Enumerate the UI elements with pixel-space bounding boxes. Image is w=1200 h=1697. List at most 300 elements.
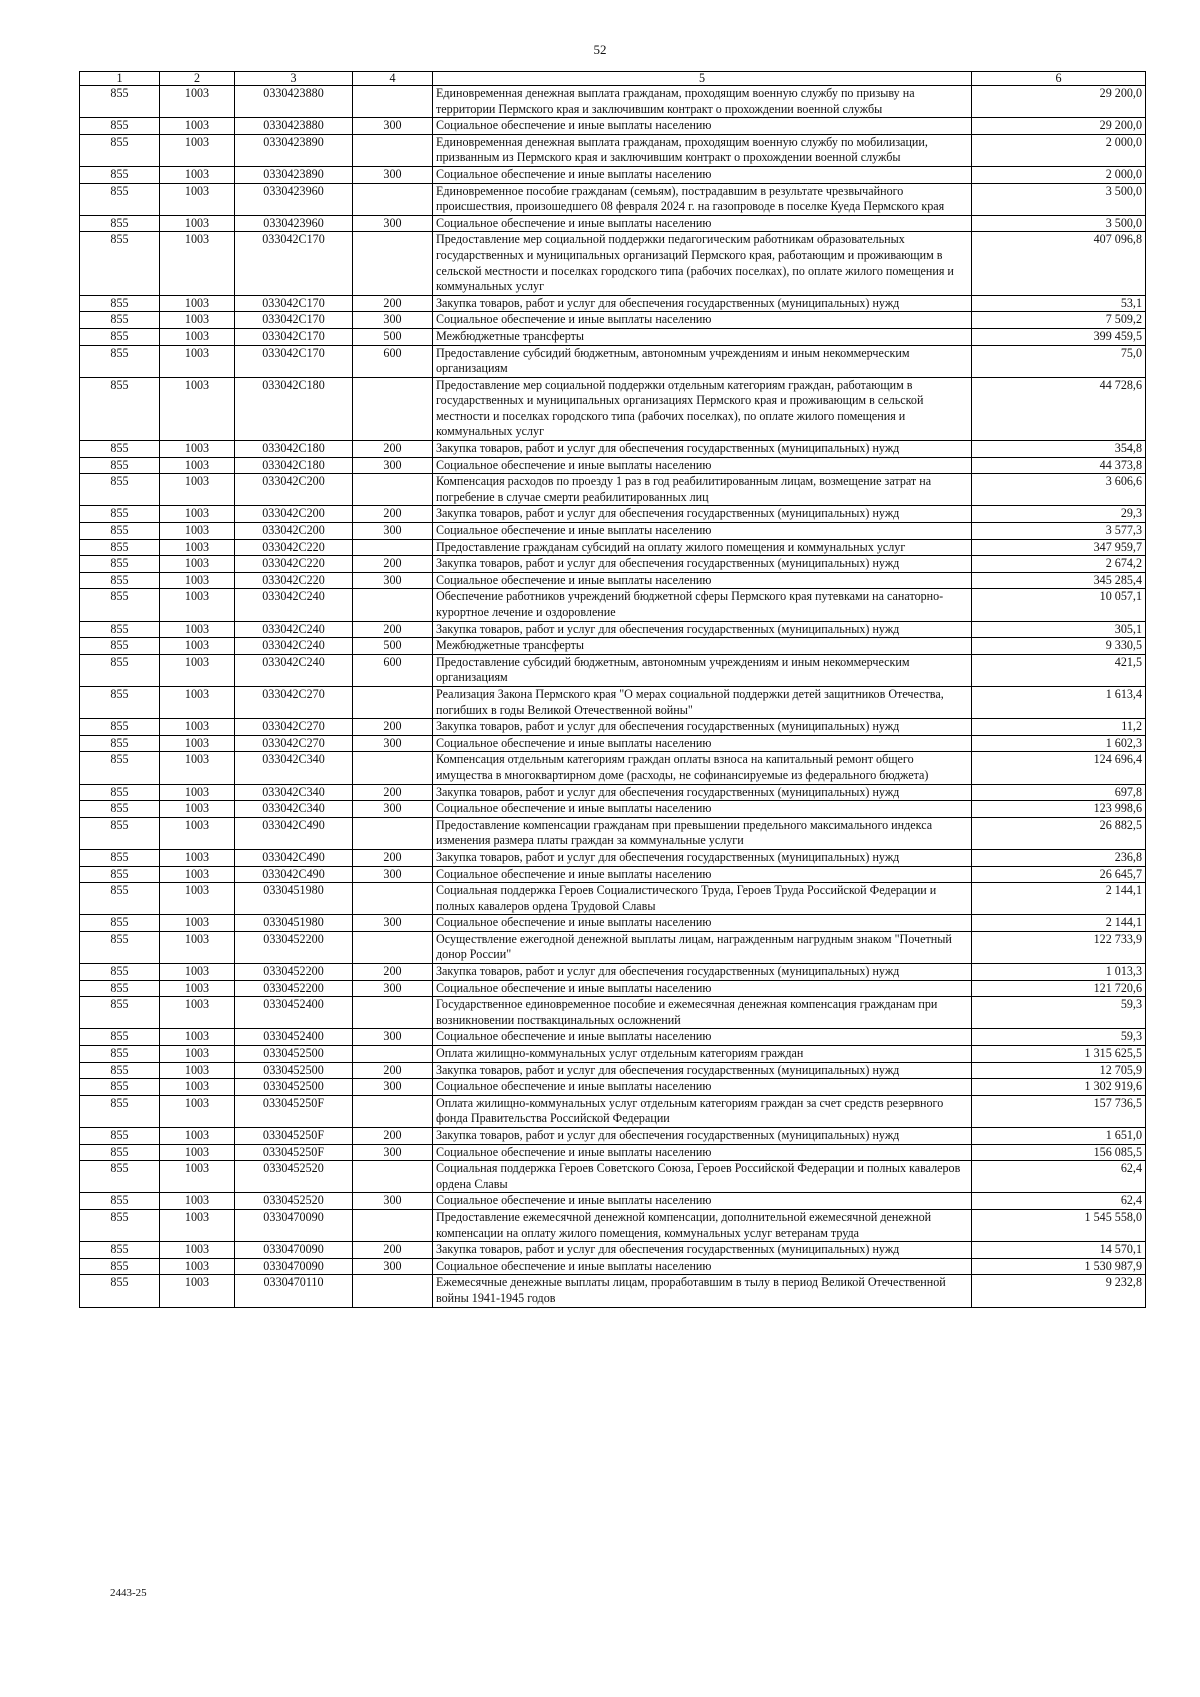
cell-section-code: 1003 xyxy=(160,980,235,997)
cell-section-code: 1003 xyxy=(160,686,235,718)
cell-amount: 2 144,1 xyxy=(972,915,1146,932)
table-row xyxy=(80,784,1146,801)
cell-target-code: 0330423960 xyxy=(235,183,353,215)
cell-target-code: 033045250F xyxy=(235,1144,353,1161)
cell-admin-code: 855 xyxy=(80,134,160,166)
cell-section-code: 1003 xyxy=(160,232,235,295)
cell-section-code: 1003 xyxy=(160,441,235,458)
cell-expense-type: 200 xyxy=(353,1242,433,1259)
cell-amount: 62,4 xyxy=(972,1193,1146,1210)
cell-description: Предоставление субсидий бюджетным, автономным учреждениям и иным некоммерческим организациям xyxy=(433,654,972,686)
cell-target-code: 033042С180 xyxy=(235,441,353,458)
table-row xyxy=(80,883,1146,915)
cell-expense-type xyxy=(353,752,433,784)
cell-target-code: 0330470110 xyxy=(235,1275,353,1307)
cell-section-code: 1003 xyxy=(160,457,235,474)
cell-section-code: 1003 xyxy=(160,312,235,329)
table-row xyxy=(80,441,1146,458)
cell-target-code: 033042С270 xyxy=(235,719,353,736)
cell-description: Закупка товаров, работ и услуг для обеспечения государственных (муниципальных) нужд xyxy=(433,1128,972,1145)
cell-section-code: 1003 xyxy=(160,86,235,118)
cell-expense-type: 500 xyxy=(353,328,433,345)
cell-expense-type: 200 xyxy=(353,556,433,573)
table-row xyxy=(80,166,1146,183)
cell-admin-code: 855 xyxy=(80,506,160,523)
cell-amount: 10 057,1 xyxy=(972,589,1146,621)
cell-expense-type: 300 xyxy=(353,735,433,752)
cell-admin-code: 855 xyxy=(80,183,160,215)
cell-amount: 14 570,1 xyxy=(972,1242,1146,1259)
cell-amount: 44 728,6 xyxy=(972,377,1146,440)
cell-amount: 12 705,9 xyxy=(972,1062,1146,1079)
cell-description: Социальная поддержка Героев Советского Союза, Героев Российской Федерации и полных кавалеров ордена Славы xyxy=(433,1161,972,1193)
cell-section-code: 1003 xyxy=(160,183,235,215)
table-row xyxy=(80,118,1146,135)
cell-target-code: 033042С200 xyxy=(235,523,353,540)
cell-description: Закупка товаров, работ и услуг для обеспечения государственных (муниципальных) нужд xyxy=(433,1242,972,1259)
table-row xyxy=(80,735,1146,752)
cell-description: Реализация Закона Пермского края "О мерах социальной поддержки детей защитников Отечества, погибших в годы Великой Отечественной войны" xyxy=(433,686,972,718)
cell-expense-type xyxy=(353,1275,433,1307)
cell-amount: 59,3 xyxy=(972,1029,1146,1046)
cell-section-code: 1003 xyxy=(160,1128,235,1145)
cell-section-code: 1003 xyxy=(160,1275,235,1307)
cell-description: Единовременное пособие гражданам (семьям), пострадавшим в результате чрезвычайного происшествия, произошедшего 08 февраля 2024 г. на газопроводе в поселке Куеда Пермского края xyxy=(433,183,972,215)
cell-section-code: 1003 xyxy=(160,801,235,818)
cell-expense-type: 300 xyxy=(353,866,433,883)
cell-target-code: 033042С200 xyxy=(235,506,353,523)
cell-expense-type: 200 xyxy=(353,964,433,981)
table-row xyxy=(80,232,1146,295)
cell-expense-type: 200 xyxy=(353,621,433,638)
table-row xyxy=(80,931,1146,963)
cell-section-code: 1003 xyxy=(160,719,235,736)
cell-section-code: 1003 xyxy=(160,1079,235,1096)
cell-expense-type xyxy=(353,1095,433,1127)
cell-expense-type xyxy=(353,377,433,440)
table-row xyxy=(80,1144,1146,1161)
table-row xyxy=(80,556,1146,573)
table-row xyxy=(80,638,1146,655)
cell-admin-code: 855 xyxy=(80,1095,160,1127)
cell-description: Социальное обеспечение и иные выплаты населению xyxy=(433,312,972,329)
cell-amount: 2 144,1 xyxy=(972,883,1146,915)
cell-admin-code: 855 xyxy=(80,1275,160,1307)
cell-expense-type: 300 xyxy=(353,801,433,818)
cell-target-code: 0330423960 xyxy=(235,215,353,232)
cell-description: Предоставление субсидий бюджетным, автономным учреждениям и иным некоммерческим организациям xyxy=(433,345,972,377)
cell-amount: 1 545 558,0 xyxy=(972,1209,1146,1241)
table-row xyxy=(80,1209,1146,1241)
cell-admin-code: 855 xyxy=(80,915,160,932)
cell-section-code: 1003 xyxy=(160,638,235,655)
cell-description: Осуществление ежегодной денежной выплаты лицам, награжденным нагрудным знаком "Почетный донор России" xyxy=(433,931,972,963)
cell-target-code: 033042С340 xyxy=(235,801,353,818)
cell-admin-code: 855 xyxy=(80,621,160,638)
cell-target-code: 033042С340 xyxy=(235,752,353,784)
cell-section-code: 1003 xyxy=(160,328,235,345)
cell-target-code: 033042С170 xyxy=(235,328,353,345)
cell-section-code: 1003 xyxy=(160,964,235,981)
cell-section-code: 1003 xyxy=(160,539,235,556)
cell-target-code: 0330452500 xyxy=(235,1079,353,1096)
cell-amount: 3 606,6 xyxy=(972,474,1146,506)
cell-amount: 1 651,0 xyxy=(972,1128,1146,1145)
cell-expense-type xyxy=(353,883,433,915)
cell-amount: 29 200,0 xyxy=(972,118,1146,135)
cell-section-code: 1003 xyxy=(160,866,235,883)
cell-amount: 26 882,5 xyxy=(972,817,1146,849)
cell-description: Предоставление ежемесячной денежной компенсации, дополнительной ежемесячной денежной компенсации на оплату жилого помещения, коммунальных услуг ветеранам труда xyxy=(433,1209,972,1241)
cell-target-code: 033042С180 xyxy=(235,377,353,440)
cell-amount: 1 613,4 xyxy=(972,686,1146,718)
cell-description: Предоставление компенсации гражданам при превышении предельного максимального индекса изменения размера платы граждан за коммунальные услуги xyxy=(433,817,972,849)
cell-description: Межбюджетные трансферты xyxy=(433,328,972,345)
cell-section-code: 1003 xyxy=(160,1242,235,1259)
table-row xyxy=(80,654,1146,686)
cell-description: Закупка товаров, работ и услуг для обеспечения государственных (муниципальных) нужд xyxy=(433,621,972,638)
cell-description: Закупка товаров, работ и услуг для обеспечения государственных (муниципальных) нужд xyxy=(433,295,972,312)
cell-description: Оплата жилищно-коммунальных услуг отдельным категориям граждан за счет средств резервного фонда Правительства Российской Федерации xyxy=(433,1095,972,1127)
cell-section-code: 1003 xyxy=(160,166,235,183)
cell-description: Единовременная денежная выплата гражданам, проходящим военную службу по мобилизации, призванным из Пермского края и заключившим контракт о прохождении военной службы xyxy=(433,134,972,166)
table-row xyxy=(80,539,1146,556)
cell-expense-type: 300 xyxy=(353,572,433,589)
table-row xyxy=(80,849,1146,866)
cell-description: Предоставление мер социальной поддержки отдельным категориям граждан, работающим в государственных и муниципальных организациях Пермского края и проживающим в сельской местности и поселках городского типа (рабочих поселках), по оплате жилого помещения и коммунальных услуг xyxy=(433,377,972,440)
cell-admin-code: 855 xyxy=(80,1128,160,1145)
cell-expense-type xyxy=(353,817,433,849)
table-row xyxy=(80,1258,1146,1275)
table-row xyxy=(80,1079,1146,1096)
cell-section-code: 1003 xyxy=(160,1161,235,1193)
cell-section-code: 1003 xyxy=(160,118,235,135)
cell-section-code: 1003 xyxy=(160,883,235,915)
cell-admin-code: 855 xyxy=(80,295,160,312)
header-col-6: 6 xyxy=(972,72,1146,86)
cell-description: Социальное обеспечение и иные выплаты населению xyxy=(433,1193,972,1210)
cell-expense-type: 200 xyxy=(353,1062,433,1079)
cell-amount: 3 500,0 xyxy=(972,183,1146,215)
cell-admin-code: 855 xyxy=(80,1242,160,1259)
cell-admin-code: 855 xyxy=(80,1079,160,1096)
cell-section-code: 1003 xyxy=(160,915,235,932)
cell-expense-type xyxy=(353,474,433,506)
cell-target-code: 033042С170 xyxy=(235,312,353,329)
cell-expense-type xyxy=(353,86,433,118)
cell-target-code: 0330452200 xyxy=(235,980,353,997)
table-row xyxy=(80,572,1146,589)
cell-expense-type: 200 xyxy=(353,1128,433,1145)
table-row xyxy=(80,964,1146,981)
cell-amount: 11,2 xyxy=(972,719,1146,736)
cell-amount: 305,1 xyxy=(972,621,1146,638)
cell-expense-type: 300 xyxy=(353,915,433,932)
cell-admin-code: 855 xyxy=(80,166,160,183)
table-row xyxy=(80,1062,1146,1079)
cell-description: Закупка товаров, работ и услуг для обеспечения государственных (муниципальных) нужд xyxy=(433,784,972,801)
cell-description: Социальное обеспечение и иные выплаты населению xyxy=(433,215,972,232)
cell-admin-code: 855 xyxy=(80,345,160,377)
cell-description: Социальное обеспечение и иные выплаты населению xyxy=(433,166,972,183)
cell-amount: 236,8 xyxy=(972,849,1146,866)
table-row xyxy=(80,752,1146,784)
header-col-2: 2 xyxy=(160,72,235,86)
cell-section-code: 1003 xyxy=(160,735,235,752)
table-row xyxy=(80,589,1146,621)
cell-section-code: 1003 xyxy=(160,849,235,866)
cell-description: Социальное обеспечение и иные выплаты населению xyxy=(433,1144,972,1161)
cell-description: Закупка товаров, работ и услуг для обеспечения государственных (муниципальных) нужд xyxy=(433,849,972,866)
cell-target-code: 0330451980 xyxy=(235,883,353,915)
cell-admin-code: 855 xyxy=(80,654,160,686)
cell-amount: 59,3 xyxy=(972,997,1146,1029)
table-row xyxy=(80,345,1146,377)
cell-admin-code: 855 xyxy=(80,801,160,818)
cell-amount: 7 509,2 xyxy=(972,312,1146,329)
cell-target-code: 0330423890 xyxy=(235,166,353,183)
budget-table xyxy=(79,71,1146,1308)
cell-amount: 53,1 xyxy=(972,295,1146,312)
table-row xyxy=(80,866,1146,883)
cell-section-code: 1003 xyxy=(160,1144,235,1161)
cell-target-code: 0330452500 xyxy=(235,1046,353,1063)
cell-description: Межбюджетные трансферты xyxy=(433,638,972,655)
cell-target-code: 033042С240 xyxy=(235,621,353,638)
cell-expense-type: 500 xyxy=(353,638,433,655)
cell-target-code: 033042С270 xyxy=(235,686,353,718)
cell-admin-code: 855 xyxy=(80,523,160,540)
cell-section-code: 1003 xyxy=(160,752,235,784)
cell-section-code: 1003 xyxy=(160,1062,235,1079)
cell-amount: 121 720,6 xyxy=(972,980,1146,997)
cell-description: Социальное обеспечение и иные выплаты населению xyxy=(433,1258,972,1275)
cell-target-code: 033042С490 xyxy=(235,866,353,883)
cell-expense-type xyxy=(353,1046,433,1063)
cell-expense-type xyxy=(353,1209,433,1241)
cell-section-code: 1003 xyxy=(160,1258,235,1275)
cell-admin-code: 855 xyxy=(80,719,160,736)
cell-target-code: 0330452200 xyxy=(235,964,353,981)
cell-section-code: 1003 xyxy=(160,134,235,166)
table-row xyxy=(80,1029,1146,1046)
cell-admin-code: 855 xyxy=(80,1209,160,1241)
cell-description: Закупка товаров, работ и услуг для обеспечения государственных (муниципальных) нужд xyxy=(433,1062,972,1079)
cell-description: Обеспечение работников учреждений бюджетной сферы Пермского края путевками на санаторно-курортное лечение и оздоровление xyxy=(433,589,972,621)
cell-expense-type xyxy=(353,539,433,556)
cell-expense-type: 200 xyxy=(353,719,433,736)
cell-target-code: 0330470090 xyxy=(235,1209,353,1241)
cell-section-code: 1003 xyxy=(160,556,235,573)
cell-amount: 2 000,0 xyxy=(972,166,1146,183)
cell-target-code: 0330452500 xyxy=(235,1062,353,1079)
table-row xyxy=(80,997,1146,1029)
cell-admin-code: 855 xyxy=(80,931,160,963)
cell-admin-code: 855 xyxy=(80,556,160,573)
cell-target-code: 033045250F xyxy=(235,1095,353,1127)
cell-expense-type: 300 xyxy=(353,118,433,135)
cell-admin-code: 855 xyxy=(80,1161,160,1193)
table-row xyxy=(80,1193,1146,1210)
cell-target-code: 033042С170 xyxy=(235,345,353,377)
cell-description: Закупка товаров, работ и услуг для обеспечения государственных (муниципальных) нужд xyxy=(433,441,972,458)
table-row xyxy=(80,86,1146,118)
page-number: 52 xyxy=(593,42,607,57)
cell-target-code: 0330423880 xyxy=(235,118,353,135)
cell-target-code: 0330452200 xyxy=(235,931,353,963)
header-col-1: 1 xyxy=(80,72,160,86)
cell-section-code: 1003 xyxy=(160,572,235,589)
cell-admin-code: 855 xyxy=(80,638,160,655)
table-row xyxy=(80,295,1146,312)
cell-description: Социальное обеспечение и иные выплаты населению xyxy=(433,801,972,818)
cell-amount: 124 696,4 xyxy=(972,752,1146,784)
cell-admin-code: 855 xyxy=(80,964,160,981)
cell-amount: 399 459,5 xyxy=(972,328,1146,345)
table-row xyxy=(80,1046,1146,1063)
cell-amount: 347 959,7 xyxy=(972,539,1146,556)
cell-description: Социальная поддержка Героев Социалистического Труда, Героев Труда Российской Федерации и полных кавалеров ордена Трудовой Славы xyxy=(433,883,972,915)
cell-description: Оплата жилищно-коммунальных услуг отдельным категориям граждан xyxy=(433,1046,972,1063)
cell-expense-type xyxy=(353,134,433,166)
cell-expense-type xyxy=(353,686,433,718)
cell-section-code: 1003 xyxy=(160,654,235,686)
cell-section-code: 1003 xyxy=(160,377,235,440)
cell-amount: 122 733,9 xyxy=(972,931,1146,963)
cell-admin-code: 855 xyxy=(80,1046,160,1063)
cell-target-code: 033042С200 xyxy=(235,474,353,506)
table-row xyxy=(80,134,1146,166)
cell-admin-code: 855 xyxy=(80,215,160,232)
header-col-3: 3 xyxy=(235,72,353,86)
cell-admin-code: 855 xyxy=(80,377,160,440)
cell-description: Социальное обеспечение и иные выплаты населению xyxy=(433,1079,972,1096)
cell-section-code: 1003 xyxy=(160,621,235,638)
cell-admin-code: 855 xyxy=(80,1193,160,1210)
cell-target-code: 033042С340 xyxy=(235,784,353,801)
cell-amount: 407 096,8 xyxy=(972,232,1146,295)
table-row xyxy=(80,1161,1146,1193)
cell-admin-code: 855 xyxy=(80,1144,160,1161)
cell-admin-code: 855 xyxy=(80,735,160,752)
cell-expense-type: 300 xyxy=(353,215,433,232)
cell-admin-code: 855 xyxy=(80,1062,160,1079)
cell-amount: 9 330,5 xyxy=(972,638,1146,655)
cell-amount: 123 998,6 xyxy=(972,801,1146,818)
cell-amount: 62,4 xyxy=(972,1161,1146,1193)
cell-admin-code: 855 xyxy=(80,997,160,1029)
cell-expense-type: 200 xyxy=(353,784,433,801)
cell-section-code: 1003 xyxy=(160,784,235,801)
cell-description: Социальное обеспечение и иные выплаты населению xyxy=(433,572,972,589)
cell-expense-type xyxy=(353,1161,433,1193)
cell-amount: 2 674,2 xyxy=(972,556,1146,573)
cell-admin-code: 855 xyxy=(80,572,160,589)
table-row xyxy=(80,328,1146,345)
cell-amount: 44 373,8 xyxy=(972,457,1146,474)
table-header-row xyxy=(80,72,1146,86)
cell-expense-type: 200 xyxy=(353,849,433,866)
cell-expense-type: 300 xyxy=(353,1079,433,1096)
header-col-4: 4 xyxy=(353,72,433,86)
cell-expense-type xyxy=(353,997,433,1029)
table-row xyxy=(80,801,1146,818)
cell-description: Единовременная денежная выплата гражданам, проходящим военную службу по призыву на территории Пермского края и заключившим контракт о прохождении военной службы xyxy=(433,86,972,118)
cell-description: Закупка товаров, работ и услуг для обеспечения государственных (муниципальных) нужд xyxy=(433,964,972,981)
cell-admin-code: 855 xyxy=(80,849,160,866)
cell-amount: 3 577,3 xyxy=(972,523,1146,540)
table-row xyxy=(80,686,1146,718)
cell-description: Предоставление гражданам субсидий на оплату жилого помещения и коммунальных услуг xyxy=(433,539,972,556)
table-row xyxy=(80,474,1146,506)
cell-amount: 29 200,0 xyxy=(972,86,1146,118)
cell-target-code: 0330452400 xyxy=(235,1029,353,1046)
cell-amount: 26 645,7 xyxy=(972,866,1146,883)
cell-description: Государственное единовременное пособие и ежемесячная денежная компенсация гражданам при возникновении поствакцинальных осложнений xyxy=(433,997,972,1029)
table-row xyxy=(80,1242,1146,1259)
table-row xyxy=(80,457,1146,474)
cell-expense-type: 300 xyxy=(353,1258,433,1275)
cell-amount: 345 285,4 xyxy=(972,572,1146,589)
cell-description: Закупка товаров, работ и услуг для обеспечения государственных (муниципальных) нужд xyxy=(433,719,972,736)
cell-description: Социальное обеспечение и иные выплаты населению xyxy=(433,980,972,997)
cell-expense-type: 300 xyxy=(353,523,433,540)
cell-expense-type: 300 xyxy=(353,1029,433,1046)
header-col-5: 5 xyxy=(433,72,972,86)
cell-expense-type xyxy=(353,232,433,295)
table-row xyxy=(80,980,1146,997)
cell-expense-type: 200 xyxy=(353,295,433,312)
cell-expense-type xyxy=(353,589,433,621)
cell-amount: 697,8 xyxy=(972,784,1146,801)
cell-target-code: 033042С170 xyxy=(235,295,353,312)
cell-admin-code: 855 xyxy=(80,866,160,883)
cell-amount: 1 530 987,9 xyxy=(972,1258,1146,1275)
cell-expense-type: 300 xyxy=(353,166,433,183)
cell-section-code: 1003 xyxy=(160,817,235,849)
cell-target-code: 0330470090 xyxy=(235,1242,353,1259)
cell-section-code: 1003 xyxy=(160,1046,235,1063)
table-row xyxy=(80,523,1146,540)
cell-admin-code: 855 xyxy=(80,328,160,345)
cell-amount: 1 302 919,6 xyxy=(972,1079,1146,1096)
cell-admin-code: 855 xyxy=(80,686,160,718)
cell-section-code: 1003 xyxy=(160,506,235,523)
cell-target-code: 033042С240 xyxy=(235,654,353,686)
cell-section-code: 1003 xyxy=(160,997,235,1029)
table-row xyxy=(80,183,1146,215)
cell-expense-type xyxy=(353,183,433,215)
cell-admin-code: 855 xyxy=(80,752,160,784)
cell-section-code: 1003 xyxy=(160,1095,235,1127)
cell-amount: 421,5 xyxy=(972,654,1146,686)
cell-admin-code: 855 xyxy=(80,883,160,915)
cell-amount: 3 500,0 xyxy=(972,215,1146,232)
cell-description: Компенсация отдельным категориям граждан оплаты взноса на капитальный ремонт общего имущества в многоквартирном доме (расходы, не софинансируемые из федерального бюджета) xyxy=(433,752,972,784)
cell-amount: 354,8 xyxy=(972,441,1146,458)
cell-target-code: 033042С220 xyxy=(235,539,353,556)
cell-amount: 29,3 xyxy=(972,506,1146,523)
cell-description: Компенсация расходов по проезду 1 раз в год реабилитированным лицам, возмещение затрат на погребение в случае смерти реабилитированных лиц xyxy=(433,474,972,506)
cell-admin-code: 855 xyxy=(80,817,160,849)
cell-target-code: 033045250F xyxy=(235,1128,353,1145)
cell-section-code: 1003 xyxy=(160,474,235,506)
table-row xyxy=(80,621,1146,638)
cell-target-code: 0330452520 xyxy=(235,1193,353,1210)
cell-admin-code: 855 xyxy=(80,784,160,801)
cell-amount: 156 085,5 xyxy=(972,1144,1146,1161)
cell-admin-code: 855 xyxy=(80,1258,160,1275)
